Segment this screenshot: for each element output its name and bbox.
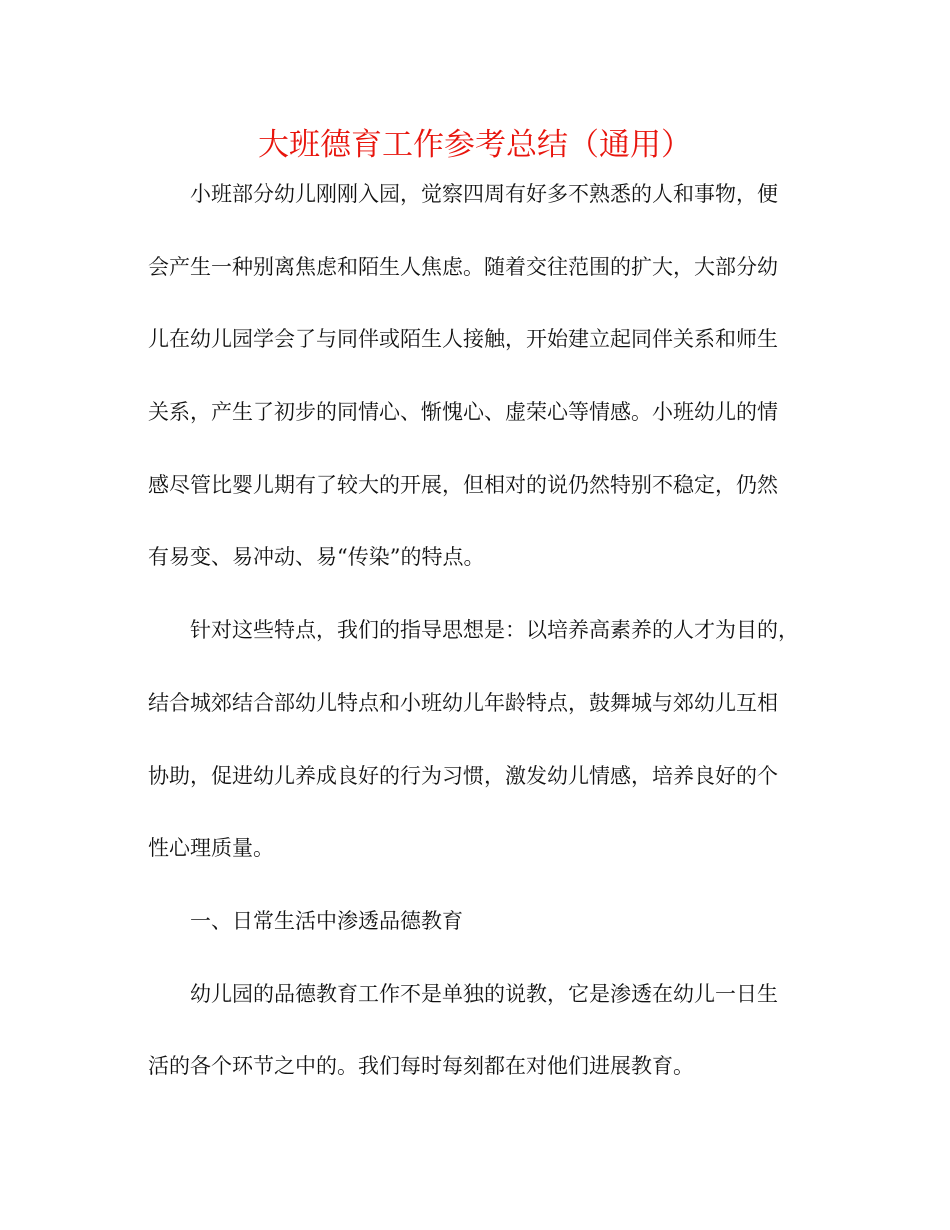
text-line: 有易变、易冲动、易“传染”的特点。 — [148, 545, 485, 570]
document-title: 大班德育工作参考总结（通用） — [258, 127, 692, 163]
text-line: 儿在幼儿园学会了与同伴或陌生人接触，开始建立起同伴关系和师生 — [148, 327, 778, 352]
text-line: 针对这些特点，我们的指导思想是：以培养高素养的人才为目的， — [190, 618, 799, 643]
text-line: 感尽管比婴儿期有了较大的开展，但相对的说仍然特别不稳定，仍然 — [148, 472, 778, 497]
text-line: 协助，促进幼儿养成良好的行为习惯，激发幼儿情感，培养良好的个 — [148, 763, 778, 788]
text-line: 性心理质量。 — [148, 836, 274, 861]
section-heading: 一、日常生活中渗透品德教育 — [190, 908, 463, 933]
text-line: 幼儿园的品德教育工作不是单独的说教，它是渗透在幼儿一日生 — [190, 981, 778, 1006]
text-line: 关系，产生了初步的同情心、惭愧心、虚荣心等情感。小班幼儿的情 — [148, 400, 778, 425]
text-line: 会产生一种别离焦虑和陌生人焦虑。随着交往范围的扩大，大部分幼 — [148, 254, 778, 279]
text-line: 活的各个环节之中的。我们每时每刻都在对他们进展教育。 — [148, 1054, 694, 1079]
text-line: 结合城郊结合部幼儿特点和小班幼儿年龄特点，鼓舞城与郊幼儿互相 — [148, 690, 778, 715]
text-line: 小班部分幼儿刚刚入园，觉察四周有好多不熟悉的人和事物，便 — [190, 182, 778, 206]
document-body — [148, 171, 808, 1116]
